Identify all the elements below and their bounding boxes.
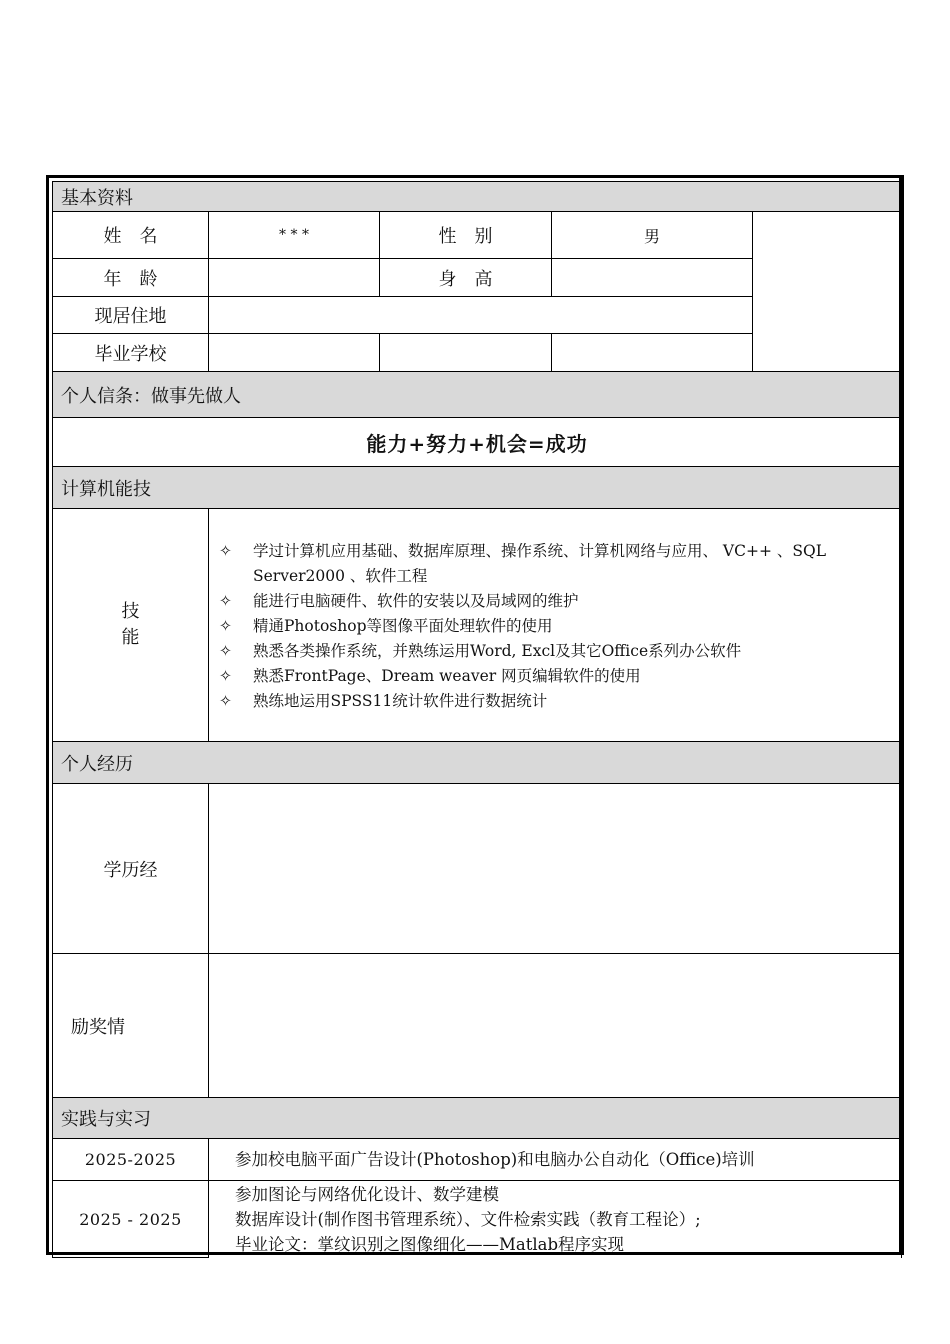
diamond-bullet-icon: ✧ — [219, 542, 232, 560]
practice-details — [208, 1180, 902, 1258]
practice-line: 毕业论文：掌纹识别之图像细化——Matlab程序实现 — [235, 1235, 625, 1254]
section-title: 个人经历 — [61, 753, 133, 775]
list-item: ✧ 熟悉FrontPage、Dream weaver 网页编辑软件的使用 — [219, 664, 895, 689]
diamond-bullet-icon: ✧ — [219, 617, 232, 635]
education-content — [208, 783, 902, 954]
practice-details — [208, 1138, 902, 1181]
skills-label: 技 能 — [52, 508, 209, 742]
photo-box — [752, 211, 902, 372]
label-gender: 性 别 — [379, 211, 552, 259]
practice-years: 2025-2025 — [52, 1138, 209, 1181]
section-header-basic — [52, 181, 902, 212]
value-school — [208, 333, 380, 372]
practice-years: 2025 - 2025 — [52, 1180, 209, 1258]
diamond-bullet-icon: ✧ — [219, 592, 232, 610]
section-header-practice — [52, 1097, 902, 1139]
practice-line: 参加图论与网络优化设计、数学建模 — [235, 1185, 499, 1204]
awards-label: 励奖情 — [52, 953, 209, 1098]
value-school-3 — [551, 333, 753, 372]
creed-label: 个人信条：做事先做人 — [61, 385, 241, 407]
motto-row — [52, 417, 902, 467]
section-header-computer — [52, 466, 902, 509]
education-label: 学历经 — [52, 783, 209, 954]
section-title: 计算机能技 — [61, 478, 151, 500]
list-item: ✧ 熟悉各类操作系统，并熟练运用Word, Excl及其它Office系列办公软件 — [219, 639, 895, 664]
label-age: 年 龄 — [52, 258, 209, 297]
diamond-bullet-icon: ✧ — [219, 667, 232, 685]
diamond-bullet-icon: ✧ — [219, 692, 232, 710]
creed-row — [52, 371, 902, 418]
awards-content — [208, 953, 902, 1098]
practice-line: 数据库设计(制作图书管理系统）、文件检索实践（教育工程论）; — [235, 1210, 701, 1229]
list-item: ✧ 精通Photoshop等图像平面处理软件的使用 — [219, 614, 895, 639]
label-residence: 现居住地 — [52, 296, 209, 334]
skills-list — [208, 508, 902, 742]
practice-line: 参加校电脑平面广告设计(Photoshop)和电脑办公自动化（Office)培训 — [235, 1150, 755, 1169]
section-header-experience — [52, 741, 902, 784]
section-title: 实践与实习 — [61, 1109, 151, 1130]
value-name: * * * — [208, 211, 380, 259]
value-height — [551, 258, 753, 297]
list-item: ✧ 能进行电脑硬件、软件的安装以及局域网的维护 — [219, 589, 895, 614]
list-item: ✧ 熟练地运用SPSS11统计软件进行数据统计 — [219, 689, 895, 714]
value-school-2 — [379, 333, 552, 372]
value-residence — [208, 296, 753, 334]
diamond-bullet-icon: ✧ — [219, 642, 232, 660]
resume-table — [46, 175, 904, 1255]
value-gender: 男 — [551, 211, 753, 259]
value-age — [208, 258, 380, 297]
label-name: 姓 名 — [52, 211, 209, 259]
label-school: 毕业学校 — [52, 333, 209, 372]
list-item: ✧ 学过计算机应用基础、数据库原理、操作系统、计算机网络与应用、 VC++ 、SQL Server2000 、软件工程 — [219, 539, 895, 589]
section-title: 基本资料 — [61, 187, 133, 209]
motto-text: 能力+努力+机会=成功 — [366, 431, 588, 456]
label-height: 身 高 — [379, 258, 552, 297]
